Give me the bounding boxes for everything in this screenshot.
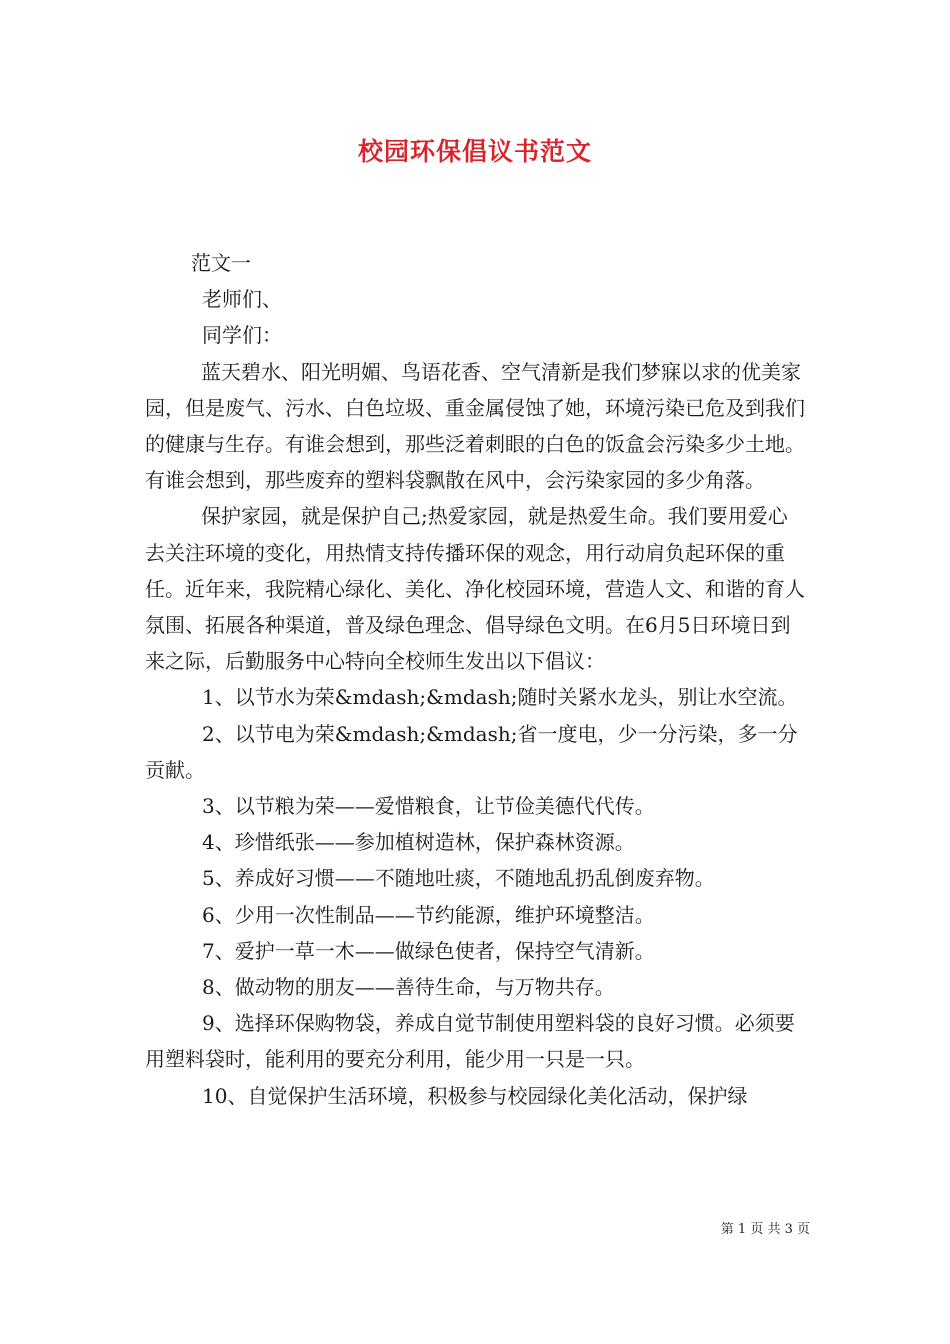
proposal-item-7: 7、爱护一草一木——做绿色使者，保持空气清新。 <box>202 938 655 963</box>
proposal-item-3: 3、以节粮为荣——爱惜粮食，让节俭美德代代传。 <box>202 794 655 819</box>
document-title: 校园环保倡议书范文 <box>357 137 592 166</box>
paragraph-1: 蓝天碧水、阳光明媚、鸟语花香、空气清新是我们梦寐以求的优美家园，但是废气、污水、白色垃圾、重金属侵蚀了她，环境污染已危及到我们的健康与生存。有谁会想到，那些泛着刺眼的白色的饭盒会污染多少土地。有谁会想到，那些废弃的塑料袋飘散在风中，会污染家园的多少角落。 <box>145 359 805 493</box>
proposal-item-2: 2、以节电为荣&mdash;&mdash;省一度电，少一分污染，多一分贡献。 <box>145 721 798 782</box>
page-indicator: 第 1 页 共 3 页 <box>720 1222 810 1237</box>
proposal-item-5: 5、养成好习惯——不随地吐痰，不随地乱扔乱倒废弃物。 <box>202 866 715 891</box>
paragraph-2: 保护家园，就是保护自己;热爱家园，就是热爱生命。我们要用爱心去关注环境的变化，用热情支持传播环保的观念，用行动肩负起环保的重任。近年来，我院精心绿化、美化、净化校园环境，营造人文、和谐的育人氛围、拓展各种渠道，普及绿色理念、倡导绿色文明。在6月5日环境日到来之际，后勤服务中心特向全校师生发出以下倡议： <box>145 504 805 674</box>
section-label: 范文一 <box>191 251 251 275</box>
proposal-item-6: 6、少用一次性制品——节约能源，维护环境整洁。 <box>202 902 655 927</box>
proposal-item-9: 9、选择环保购物袋，养成自觉节制使用塑料袋的良好习惯。必须要用塑料袋时，能利用的要充分利用，能少用一只是一只。 <box>145 1011 795 1072</box>
proposal-item-4: 4、珍惜纸张——参加植树造林，保护森林资源。 <box>202 830 635 855</box>
salutation-teachers: 老师们、 <box>202 287 282 312</box>
proposal-item-1: 1、以节水为荣&mdash;&mdash;随时关紧水龙头，别让水空流。 <box>202 685 798 710</box>
proposal-item-10: 10、自觉保护生活环境，积极参与校园绿化美化活动，保护绿 <box>202 1083 748 1108</box>
proposal-item-8: 8、做动物的朋友——善待生命，与万物共存。 <box>202 975 615 1000</box>
salutation-students: 同学们： <box>202 323 282 348</box>
document-body <box>145 245 807 1114</box>
